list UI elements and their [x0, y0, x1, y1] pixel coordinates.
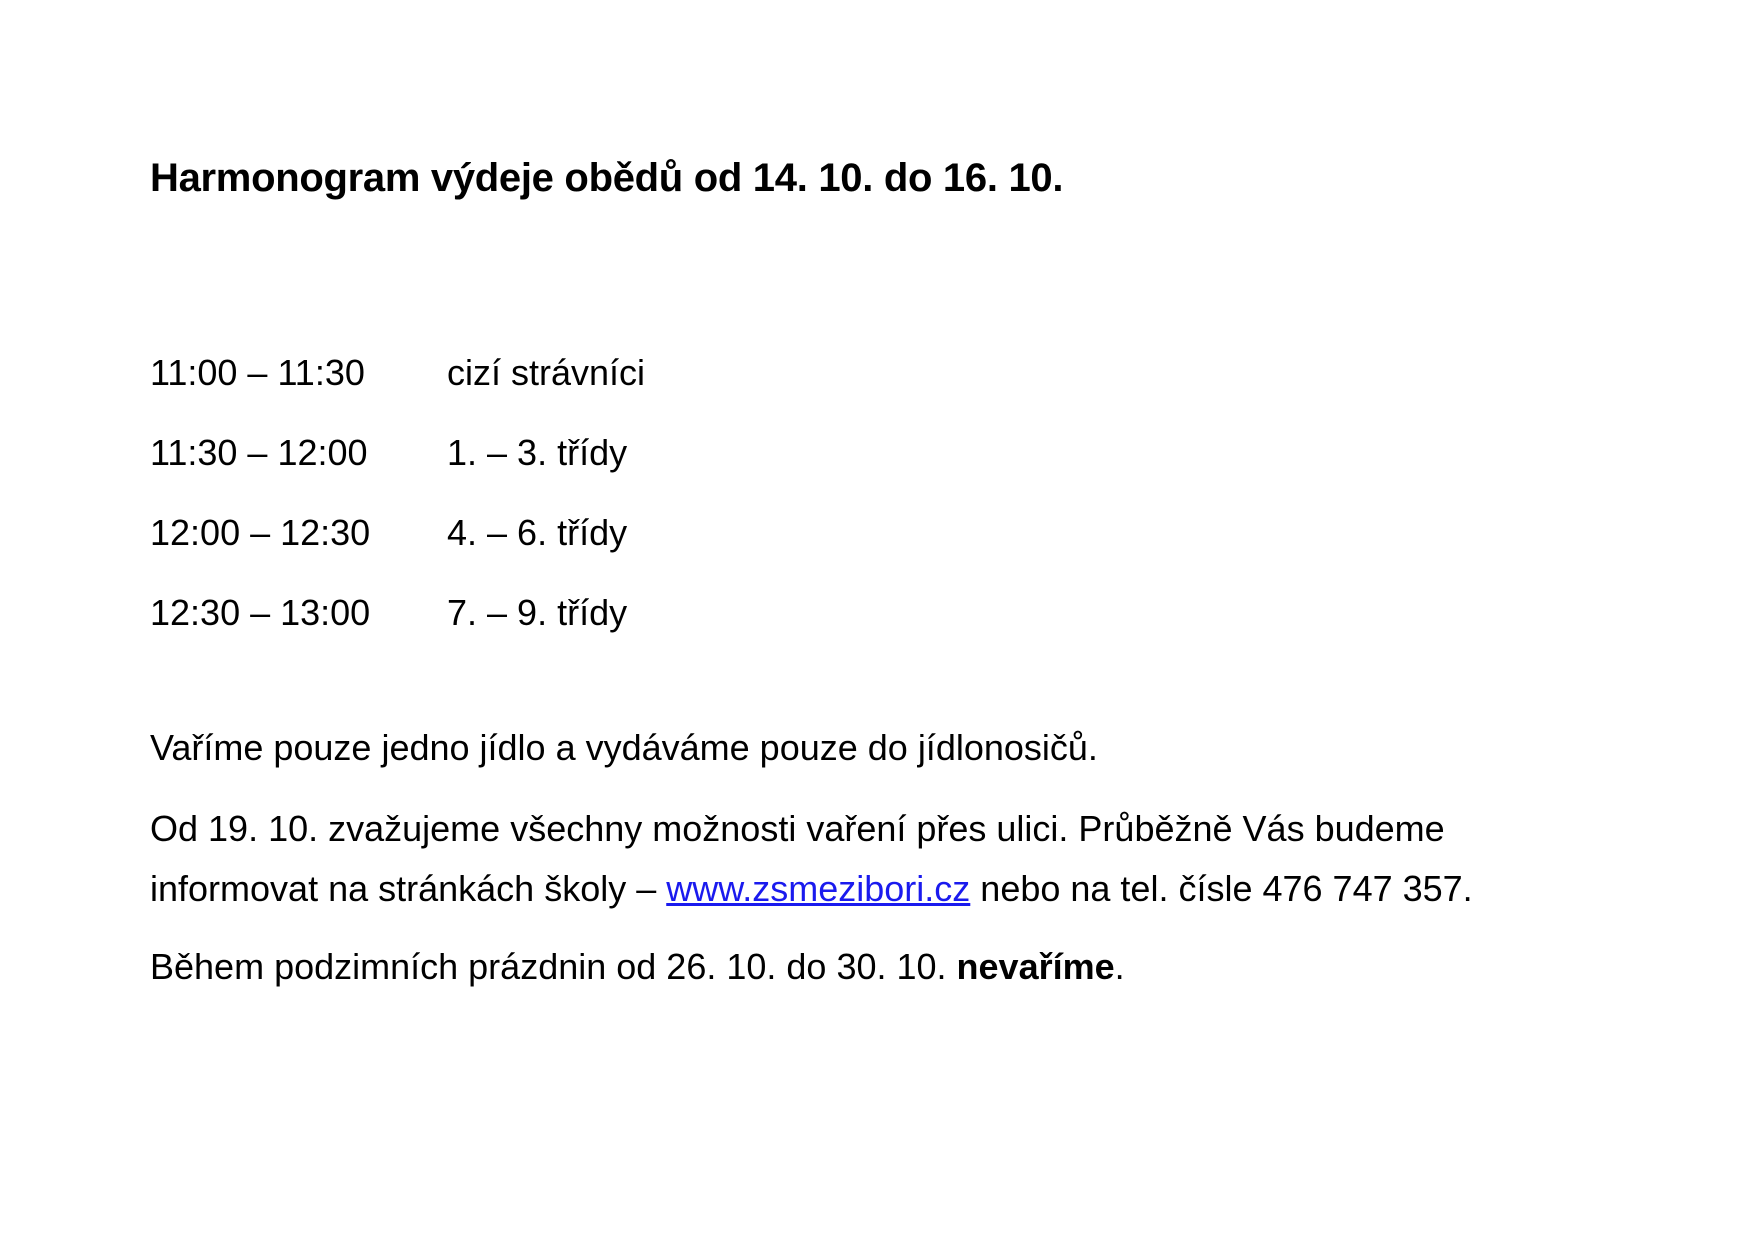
info-paragraph: [150, 799, 1650, 919]
schedule-group: 4. – 6. třídy: [447, 512, 628, 553]
holiday-note: [150, 937, 1650, 997]
schedule-time: 11:30 – 12:00: [150, 432, 368, 473]
cooking-note: Vaříme pouze jedno jídlo a vydáváme pouze do jídlonosičů.: [150, 727, 1098, 768]
holiday-period: .: [1114, 946, 1125, 987]
schedule-time: 11:00 – 11:30: [150, 352, 365, 393]
info-line-2: [150, 859, 1650, 919]
schedule-row: [150, 508, 1050, 588]
schedule-row: [150, 588, 1050, 668]
phone-text: nebo na tel. čísle 476 747 357.: [970, 868, 1473, 909]
lunch-schedule: [150, 348, 1050, 668]
holiday-emphasis: nevaříme: [956, 946, 1115, 987]
schedule-time: 12:30 – 13:00: [150, 592, 371, 633]
page-title: Harmonogram výdeje obědů od 14. 10. do 16. 10.: [150, 156, 1064, 200]
schedule-time: 12:00 – 12:30: [150, 512, 371, 553]
info-line-1: Od 19. 10. zvažujeme všechny možnosti vaření přes ulici. Průběžně Vás budeme: [150, 808, 1445, 849]
schedule-group: 7. – 9. třídy: [447, 592, 628, 633]
info-line-2-prefix: informovat na stránkách školy –: [150, 868, 667, 909]
schedule-row: [150, 348, 1050, 428]
website-link[interactable]: www.zsmezibori.cz: [666, 868, 971, 909]
schedule-row: [150, 428, 1050, 508]
schedule-group: 1. – 3. třídy: [447, 432, 628, 473]
holiday-text: Během podzimních prázdnin od 26. 10. do 30. 10.: [150, 946, 957, 987]
schedule-group: cizí strávníci: [447, 352, 646, 393]
